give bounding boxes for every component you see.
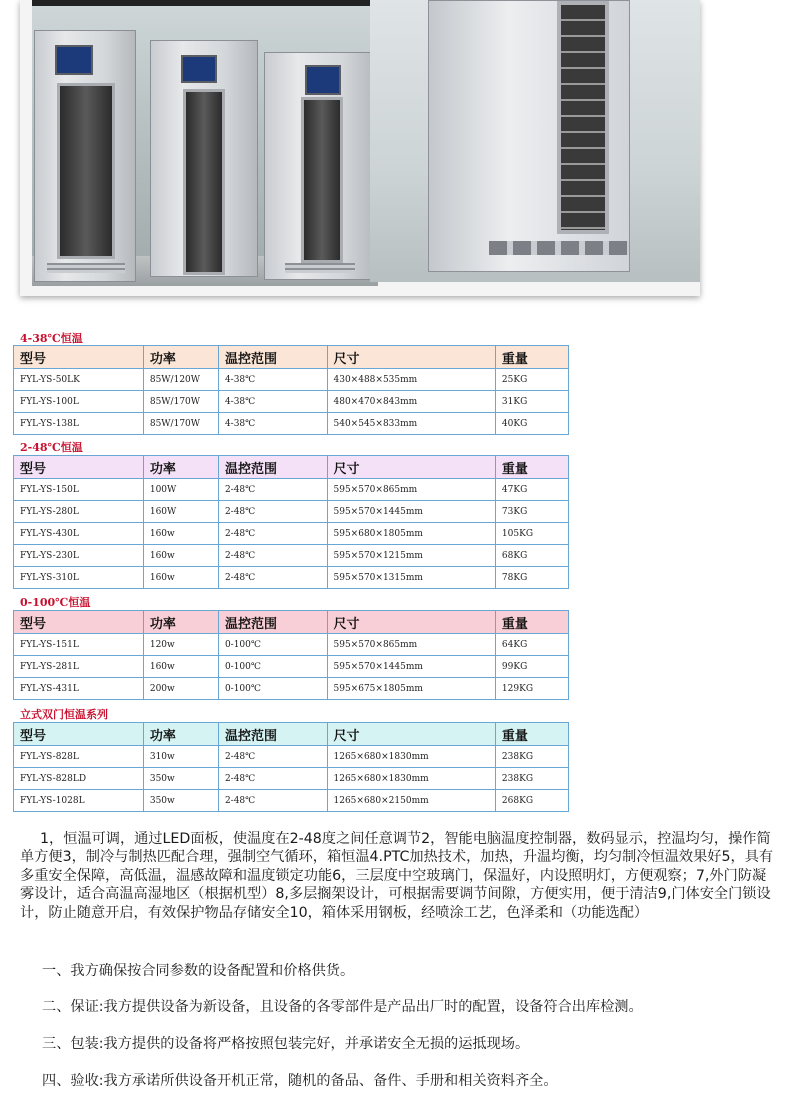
cell-temp-range: 2-48℃: [218, 501, 327, 523]
cell-model: FYL-YS-151L: [14, 634, 144, 656]
clause-1: 一、我方确保按合同参数的设备配置和价格供货。: [42, 963, 355, 979]
table-row: [14, 634, 569, 656]
cell-power: 310w: [143, 746, 218, 768]
cell-size: 595×570×865mm: [327, 634, 495, 656]
feature-paragraph: [20, 830, 780, 922]
cell-power: 160W: [143, 501, 218, 523]
cell-model: FYL-YS-280L: [14, 501, 144, 523]
spec-table-4: [13, 722, 569, 812]
cell-size: 540×545×833mm: [327, 413, 495, 435]
header-size: 尺寸: [327, 456, 495, 479]
clause-2: 二、保证:我方提供设备为新设备，且设备的各零部件是产品出厂时的配置，设备符合出库检测。: [42, 999, 643, 1015]
header-power: 功率: [143, 346, 218, 369]
table-header: [14, 723, 569, 746]
table-row: [14, 391, 569, 413]
cell-size: 595×570×1445mm: [327, 656, 495, 678]
product-photos: [20, 0, 700, 296]
cell-temp-range: 0-100℃: [218, 656, 327, 678]
header-temp-range: 温控范围: [218, 456, 327, 479]
cell-model: FYL-YS-430L: [14, 523, 144, 545]
cell-weight: 40KG: [495, 413, 568, 435]
spec-table-2: [13, 455, 569, 589]
cell-power: 120w: [143, 634, 218, 656]
cell-power: 160w: [143, 523, 218, 545]
header-weight: 重量: [495, 346, 568, 369]
cell-weight: 64KG: [495, 634, 568, 656]
table-header: [14, 611, 569, 634]
cell-weight: 105KG: [495, 523, 568, 545]
table-row: [14, 567, 569, 589]
header-size: 尺寸: [327, 723, 495, 746]
header-model: 型号: [14, 346, 144, 369]
cell-temp-range: 2-48℃: [218, 479, 327, 501]
section-title-4: 立式双门恒温系列: [20, 708, 108, 721]
cell-temp-range: 2-48℃: [218, 790, 327, 812]
cell-power: 160w: [143, 656, 218, 678]
cell-power: 85W/170W: [143, 391, 218, 413]
section-title-1: 4-38℃恒温: [20, 332, 83, 345]
cell-temp-range: 4-38℃: [218, 413, 327, 435]
header-weight: 重量: [495, 723, 568, 746]
cell-size: 430×488×535mm: [327, 369, 495, 391]
cell-model: FYL-YS-50LK: [14, 369, 144, 391]
header-size: 尺寸: [327, 611, 495, 634]
table-row: [14, 746, 569, 768]
cell-weight: 68KG: [495, 545, 568, 567]
cell-model: FYL-YS-828L: [14, 746, 144, 768]
cell-temp-range: 0-100℃: [218, 678, 327, 700]
clause-3: 三、包装:我方提供的设备将严格按照包装完好，并承诺安全无损的运抵现场。: [42, 1036, 530, 1052]
cell-model: FYL-YS-310L: [14, 567, 144, 589]
cell-size: 595×570×865mm: [327, 479, 495, 501]
table-row: [14, 369, 569, 391]
header-power: 功率: [143, 456, 218, 479]
cell-weight: 47KG: [495, 479, 568, 501]
cell-model: FYL-YS-138L: [14, 413, 144, 435]
cell-temp-range: 2-48℃: [218, 523, 327, 545]
table-row: [14, 479, 569, 501]
header-power: 功率: [143, 611, 218, 634]
cell-weight: 73KG: [495, 501, 568, 523]
header-size: 尺寸: [327, 346, 495, 369]
cell-weight: 99KG: [495, 656, 568, 678]
cell-model: FYL-YS-431L: [14, 678, 144, 700]
cell-size: 595×570×1315mm: [327, 567, 495, 589]
photo-single-incubator-door: [370, 0, 700, 282]
table-row: [14, 545, 569, 567]
cell-model: FYL-YS-1028L: [14, 790, 144, 812]
table-row: [14, 790, 569, 812]
cell-temp-range: 4-38℃: [218, 369, 327, 391]
header-temp-range: 温控范围: [218, 723, 327, 746]
cell-power: 350w: [143, 790, 218, 812]
cell-temp-range: 2-48℃: [218, 545, 327, 567]
cell-model: FYL-YS-230L: [14, 545, 144, 567]
table-row: [14, 678, 569, 700]
header-model: 型号: [14, 456, 144, 479]
header-weight: 重量: [495, 611, 568, 634]
cell-power: 85W/120W: [143, 369, 218, 391]
cell-power: 160w: [143, 567, 218, 589]
cell-size: 595×570×1445mm: [327, 501, 495, 523]
table-row: [14, 523, 569, 545]
cell-size: 480×470×843mm: [327, 391, 495, 413]
cell-weight: 78KG: [495, 567, 568, 589]
cell-weight: 25KG: [495, 369, 568, 391]
cell-model: FYL-YS-828LD: [14, 768, 144, 790]
cell-power: 160w: [143, 545, 218, 567]
table-header: [14, 456, 569, 479]
table-row: [14, 413, 569, 435]
cell-model: FYL-YS-100L: [14, 391, 144, 413]
cell-temp-range: 2-48℃: [218, 768, 327, 790]
header-weight: 重量: [495, 456, 568, 479]
cell-size: 1265×680×1830mm: [327, 768, 495, 790]
cell-weight: 268KG: [495, 790, 568, 812]
cell-model: FYL-YS-281L: [14, 656, 144, 678]
spec-table-1: [13, 345, 569, 435]
clause-4: 四、验收:我方承诺所供设备开机正常，随机的备品、备件、手册和相关资料齐全。: [42, 1073, 558, 1089]
header-power: 功率: [143, 723, 218, 746]
photo-three-incubators: [32, 0, 378, 286]
section-title-3: 0-100℃恒温: [20, 596, 91, 609]
header-model: 型号: [14, 723, 144, 746]
header-model: 型号: [14, 611, 144, 634]
cell-power: 100W: [143, 479, 218, 501]
cell-temp-range: 0-100℃: [218, 634, 327, 656]
cell-size: 595×570×1215mm: [327, 545, 495, 567]
table-row: [14, 768, 569, 790]
cell-power: 350w: [143, 768, 218, 790]
cell-weight: 129KG: [495, 678, 568, 700]
cell-weight: 31KG: [495, 391, 568, 413]
cell-temp-range: 2-48℃: [218, 567, 327, 589]
cell-size: 1265×680×1830mm: [327, 746, 495, 768]
header-temp-range: 温控范围: [218, 346, 327, 369]
section-title-2: 2-48℃恒温: [20, 441, 83, 454]
cell-power: 85W/170W: [143, 413, 218, 435]
cell-weight: 238KG: [495, 746, 568, 768]
feature-text: 1，恒温可调，通过LED面板，使温度在2-48度之间任意调节2，智能电脑温度控制器，数码显示，控温均匀，操作简单方便3，制冷与制热匹配合理，强制空气循环，箱恒温4.PTC加热技术，加热，升温均衡，均匀制冷恒温效果好5，具有多重安全保障，高低温，温感故障和温度锁定功能6，三层度中空玻璃门，保温好，内设照明灯，方便观察；7,外门防凝雾设计，适合高温高湿地区（根据机型）8,多层搁架设计，可根据需要调节间隙，方便实用，便于清洁9,门体安全门锁设计，防止随意开启，有效保护物品存储安全10，箱体采用钢板，经喷涂工艺，色泽柔和（功能选配）: [20, 831, 774, 921]
spec-table-3: [13, 610, 569, 700]
table-header: [14, 346, 569, 369]
cell-temp-range: 2-48℃: [218, 746, 327, 768]
table-row: [14, 656, 569, 678]
table-row: [14, 501, 569, 523]
cell-size: 1265×680×2150mm: [327, 790, 495, 812]
cell-power: 200w: [143, 678, 218, 700]
cell-size: 595×680×1805mm: [327, 523, 495, 545]
header-temp-range: 温控范围: [218, 611, 327, 634]
cell-weight: 238KG: [495, 768, 568, 790]
cell-size: 595×675×1805mm: [327, 678, 495, 700]
cell-temp-range: 4-38℃: [218, 391, 327, 413]
cell-model: FYL-YS-150L: [14, 479, 144, 501]
